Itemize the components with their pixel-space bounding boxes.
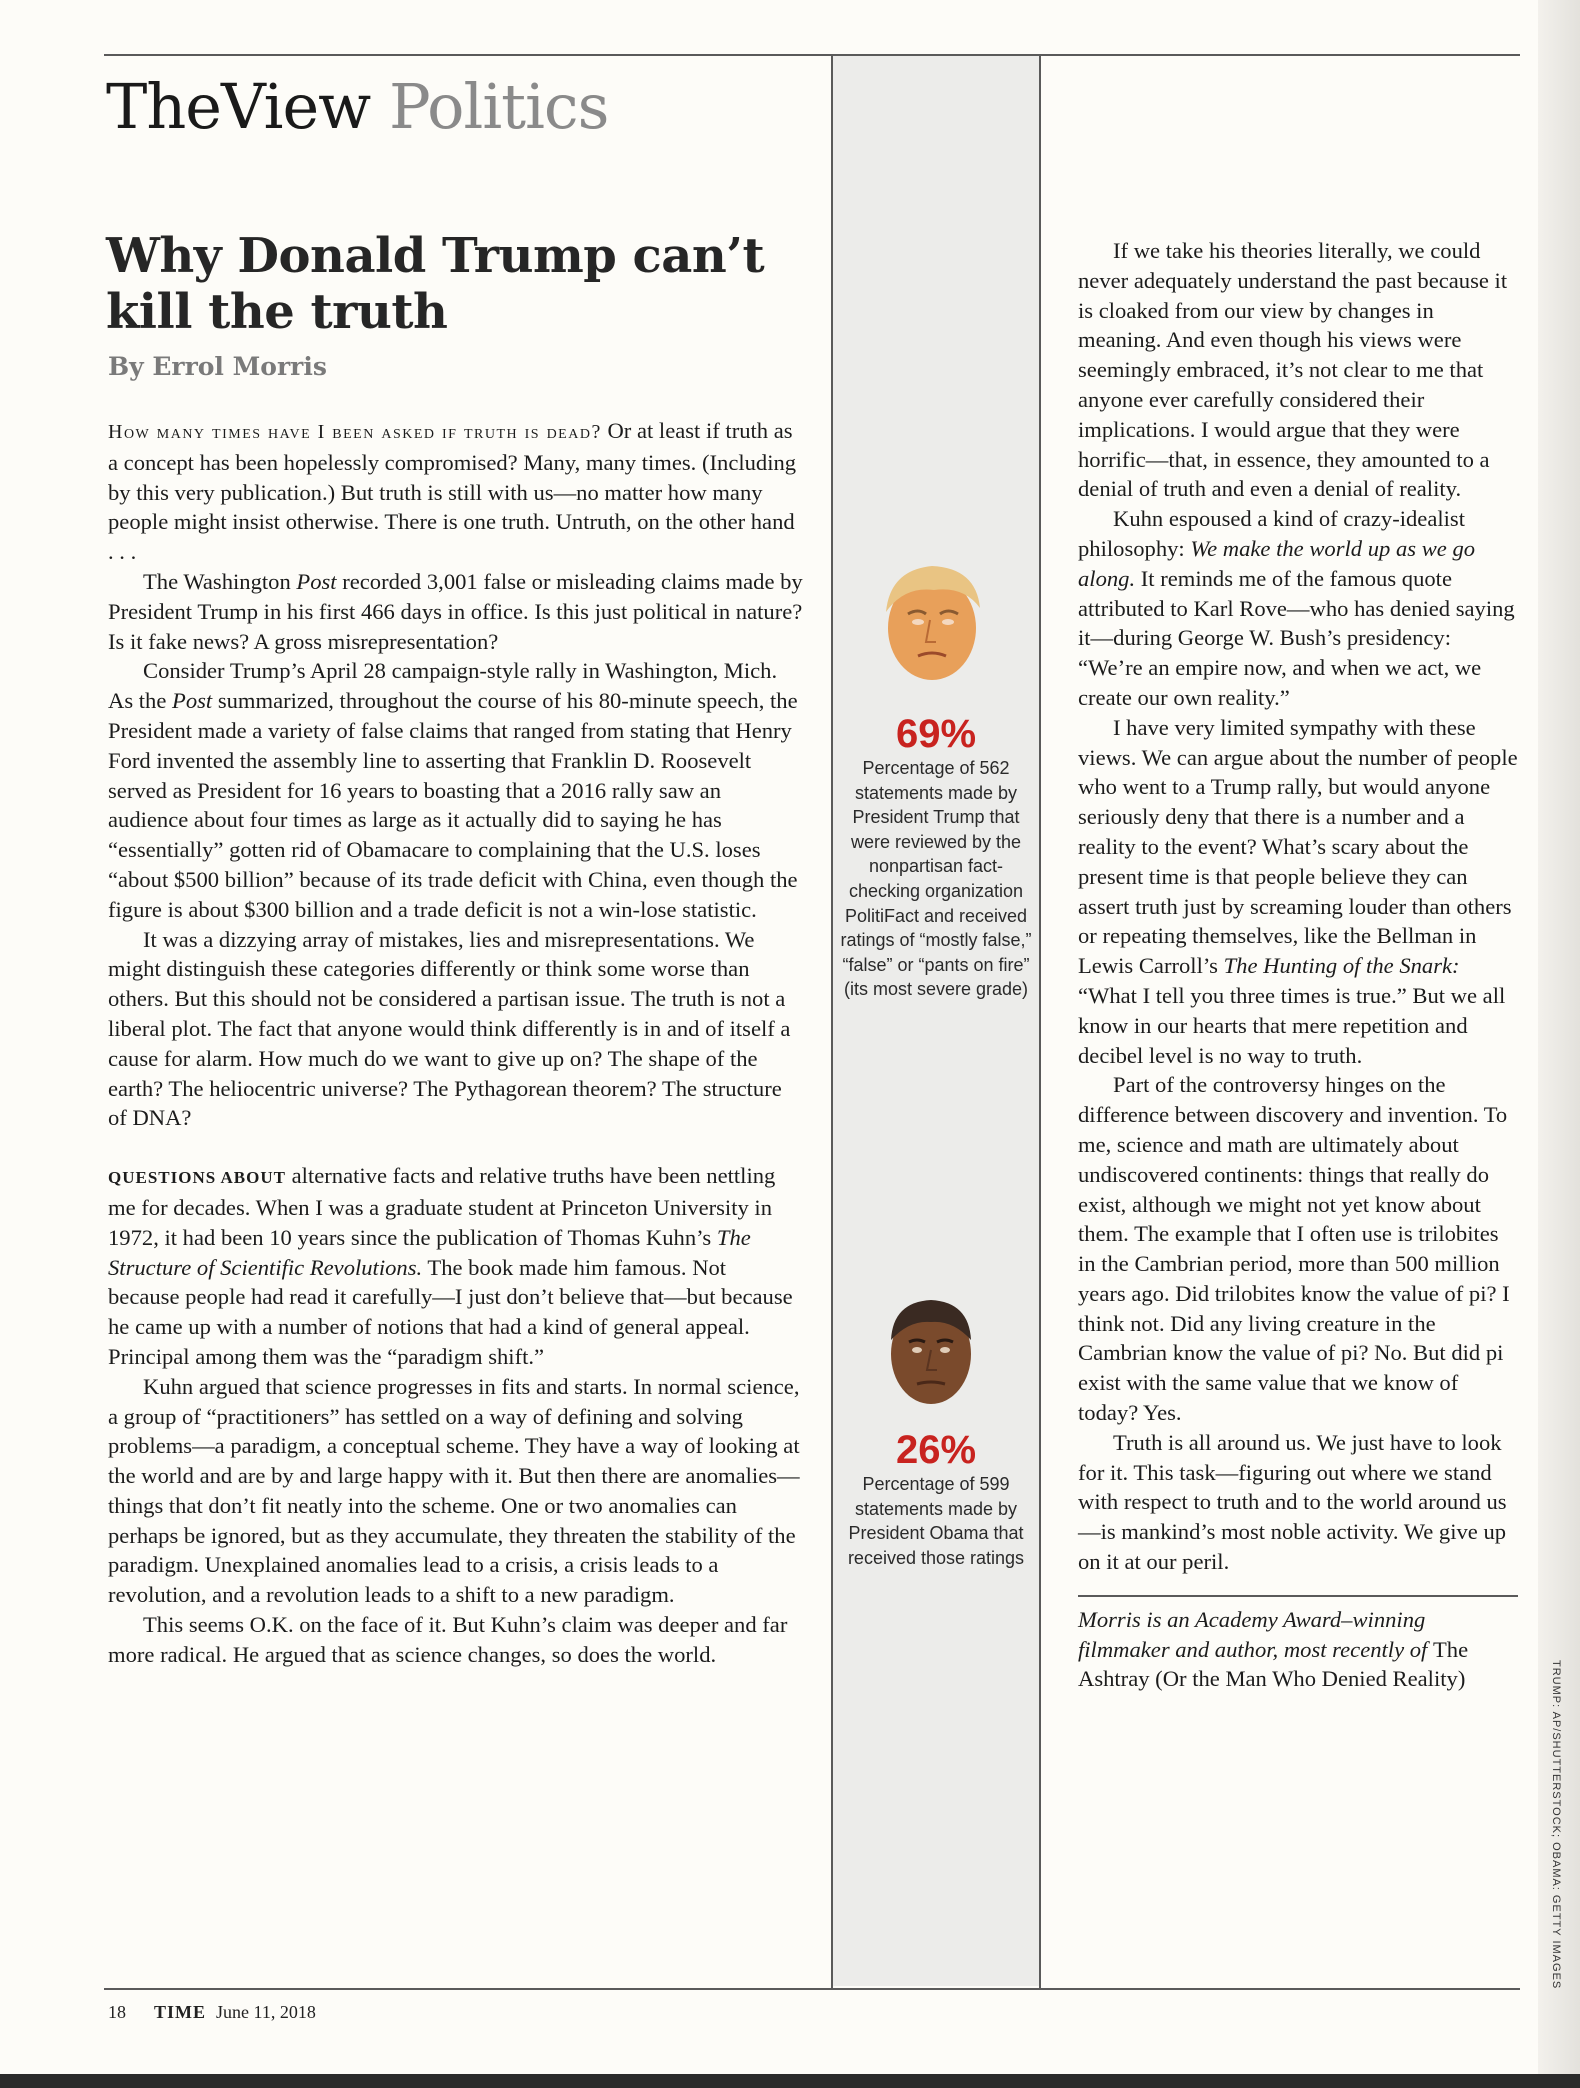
stat-trump-caption: Percentage of 562 statements made by President Trump that were reviewed by the nonpartisan fact-checking organization PolitiFact and received ratings of “mostly false,” “false” or “pants on fire” (its most severe grade) xyxy=(840,758,1032,1000)
top-rule xyxy=(104,54,1520,56)
paragraph-3: Consider Trump’s April 28 campaign-style rally in Washington, Mich. As the Post summarized, throughout the course of his 80-minute speech, the President made a variety of false claims that ranged from stating that Henry Ford invented the assembly line to asserting that Franklin D. Roosevelt served as President for 16 years to boasting that a 2016 rally saw an audience about four times as large as it actually did to saying he has “essentially” gotten rid of Obamacare to complaining that the U.S. loses “about $500 billion” because of its trade deficit with China, even though the figure is about $300 billion and a trade deficit is not a win-lose statistic. xyxy=(108,658,798,922)
bottom-rule xyxy=(104,1988,1520,1990)
paragraph-5: QUESTIONS ABOUT alternative facts and relative truths have been nettling me for decades. When I was a graduate student at Princeton University in 1972, it had been 10 years since the publication of Thomas Kuhn’s The Structure of Scientific Revolutions. The book made him famous. Not because people had read it carefully—I just don’t believe that—but because he came up with a number of notions that had a kind of general appeal. Principal among them was the “paradigm shift.” xyxy=(108,1163,793,1369)
trump-portrait-icon xyxy=(878,556,986,684)
paragraph-8: If we take his theories literally, we could never adequately understand the past because it is cloaked from our view by changes in meaning. And even though his views were seemingly embraced, it’s not clear to me that anyone ever carefully considered their implications. I would argue that they were horrific—that, in essence, they amounted to a denial of truth and even a denial of reality. xyxy=(1078,238,1508,502)
book-title: The Ashtray (Or the Man Who Denied Reality) xyxy=(1078,1636,1469,1692)
stat-obama-caption: Percentage of 599 statements made by President Obama that received those ratings xyxy=(847,1474,1025,1568)
scan-bottom-strip xyxy=(0,2074,1580,2088)
stat-trump-value: 69% xyxy=(895,712,977,756)
column-divider-right xyxy=(1039,54,1041,1988)
section-lead-in: QUESTIONS ABOUT xyxy=(108,1168,286,1188)
opening-small-caps: How many times have I been asked if truth is dead? xyxy=(108,421,602,443)
page-number: 18 xyxy=(108,2002,126,2022)
stat-obama-value: 26% xyxy=(895,1428,977,1472)
paragraph-9: Kuhn espoused a kind of crazy-idealist philosophy: We make the world up as we go along. It reminds me of the famous quote attributed to Karl Rove—who has denied saying it—during George W. Bush’s presidency: “We’re an empire now, and when we act, we create our own reality.” xyxy=(1078,506,1515,710)
author-bio: Morris is an Academy Award–winning filmmaker and author, most recently of The Ashtray (Or the Man Who Denied Reality) xyxy=(1078,1595,1518,1694)
sidebar-panel xyxy=(833,56,1039,1986)
paragraph-12: Truth is all around us. We just have to look for it. This task—figuring out where we stand with respect to truth and to the world around us—is mankind’s most noble activity. We give up on it at our peril. xyxy=(1078,1429,1507,1575)
article-headline: Why Donald Trump can’t kill the truth xyxy=(106,228,765,340)
byline: By Errol Morris xyxy=(108,352,327,381)
page-footer xyxy=(108,2002,316,2023)
stat-trump xyxy=(840,712,1032,1002)
section-subtitle: Politics xyxy=(388,70,609,143)
paragraph-10: I have very limited sympathy with these views. We can argue about the number of people who went to a Trump rally, but would anyone seriously deny that there is a number and a reality to the event? What’s scary about the present time is that people believe they can assert truth just by screaming louder than others or repeating themselves, like the Bellman in Lewis Carroll’s The Hunting of the Snark: “What I tell you three times is true.” But we all know in our hearts that mere repetition and decibel level is no way to truth. xyxy=(1078,714,1518,1068)
stat-obama xyxy=(840,1428,1032,1570)
paragraph-11: Part of the controversy hinges on the difference between discovery and invention. To me, science and math are ultimately about undiscovered continents: things that really do exist, although we might not yet know about them. The example that I often use is trilobites in the Cambrian period, more than 500 million years ago. Did trilobites know the value of pi? I think not. Did any living creature in the Cambrian know the value of pi? No. But did pi exist with the same value that we know of today? Yes. xyxy=(1078,1072,1510,1426)
photo-credit: TRUMP: AP/SHUTTERSTOCK; OBAMA: GETTY IMAGES xyxy=(1550,1660,1562,1990)
issue-date: June 11, 2018 xyxy=(216,2002,316,2022)
section-title: TheView xyxy=(106,70,371,143)
paragraph-2: The Washington Post recorded 3,001 false or misleading claims made by President Trump in his first 466 days in office. Is this just political in nature? Is it fake news? A gross misrepresentation? xyxy=(108,568,803,654)
right-column xyxy=(1078,236,1518,1694)
paragraph-1: How many times have I been asked if truth is dead? Or at least if truth as a concept has been hopelessly compromised? Many, many times. (Including by this very publication.) But truth is still with us—no matter how many people might insist otherwise. There is one truth. Untruth, on the other hand . . . xyxy=(108,418,797,565)
obama-portrait-icon xyxy=(883,1290,979,1408)
magazine-name: TIME xyxy=(154,2002,207,2022)
column-divider-left xyxy=(831,54,833,1988)
paragraph-7: This seems O.K. on the face of it. But Kuhn’s claim was deeper and far more radical. He argued that as science changes, so does the world. xyxy=(108,1612,788,1667)
paragraph-4: It was a dizzying array of mistakes, lies and misrepresentations. We might distinguish these categories differently or think some worse than others. But this should not be considered a partisan issue. The truth is not a liberal plot. The fact that anyone would think differently is in and of itself a cause for alarm. How much do we want to give up on? The shape of the earth? The heliocentric universe? The Pythagorean theorem? The structure of DNA? xyxy=(108,926,791,1131)
left-column xyxy=(108,416,803,1670)
paragraph-6: Kuhn argued that science progresses in fits and starts. In normal science, a group of “practitioners” has settled on a way of defining and solving problems—a paradigm, a conceptual scheme. They have a way of looking at the world and are by and large happy with it. But then there are anomalies—things that don’t fit neatly into the scheme. One or two anomalies can perhaps be ignored, but as they accumulate, they threaten the stability of the paradigm. Unexplained anomalies lead to a crisis, a crisis leads to a revolution, and a revolution leads to a shift to a new paradigm. xyxy=(108,1373,800,1608)
section-header xyxy=(106,70,608,143)
